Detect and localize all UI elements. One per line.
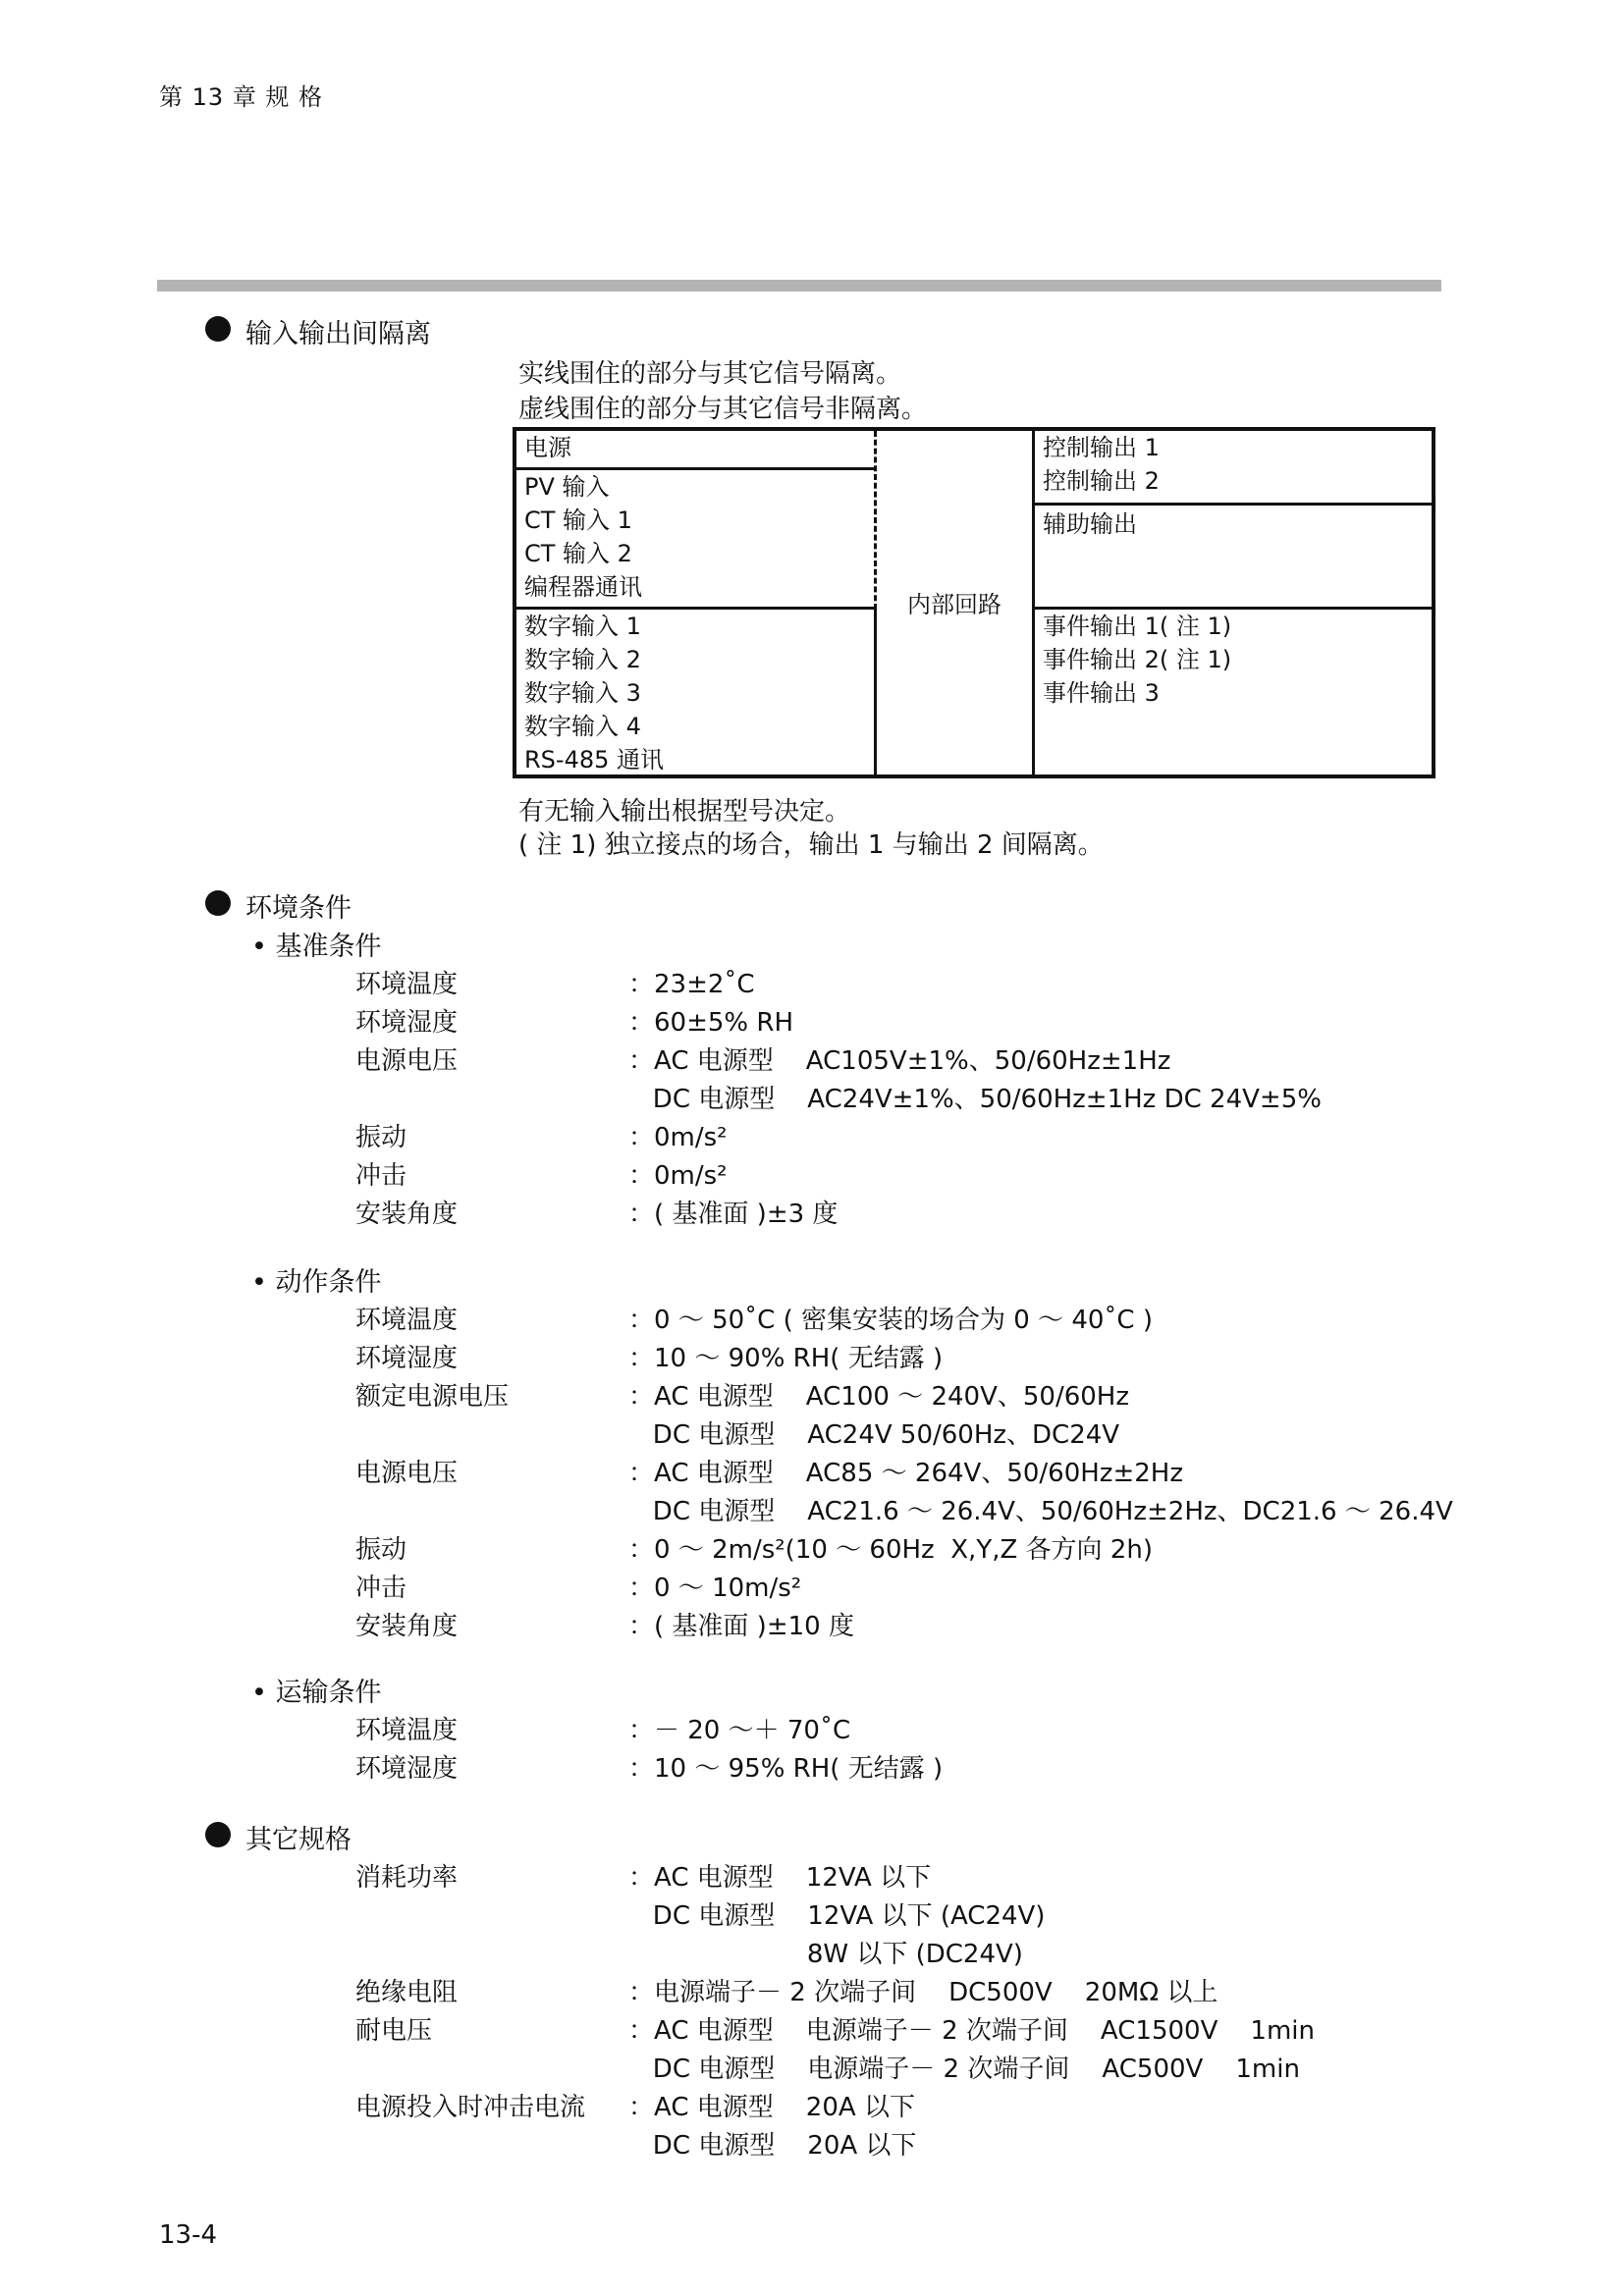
spec-value: ：10 ～ 90% RH( 无结露 ) [628, 1344, 944, 1373]
spec-value: DC 电源型 AC21.6 ～ 26.4V、50/60Hz±2Hz、DC21.6 ～ 26.4V [628, 1497, 1453, 1526]
event-output-item: 事件输出 1( 注 1) [1043, 613, 1232, 640]
spec-label: 电源电压 [355, 1046, 459, 1076]
spec-label: 环境湿度 [355, 1008, 459, 1038]
spec-value: ：23±2˚C [628, 970, 755, 999]
spec-value: ：AC 电源型 AC85 ～ 264V、50/60Hz±2Hz [628, 1459, 1183, 1488]
section-rule [157, 280, 1441, 292]
other-specs-title: 其它规格 [245, 1825, 352, 1855]
spec-value: ：10 ～ 95% RH( 无结露 ) [628, 1754, 944, 1784]
spec-value: ：0 ～ 2m/s²(10 ～ 60Hz X,Y,Z 各方向 2h) [628, 1535, 1153, 1565]
aux-output-label: 辅助输出 [1043, 510, 1137, 538]
event-output-item: 事件输出 2( 注 1) [1043, 646, 1232, 673]
spec-value: ：AC 电源型 AC105V±1%、50/60Hz±1Hz [628, 1046, 1171, 1076]
isolation-note-dashed: 虚线围住的部分与其它信号非隔离。 [518, 395, 928, 424]
input-item: CT 输入 1 [524, 507, 632, 534]
digital-input-block [516, 610, 874, 778]
input-block [516, 470, 874, 610]
spec-value: ：AC 电源型 AC100 ～ 240V、50/60Hz [628, 1382, 1129, 1412]
bullet-icon [205, 1822, 231, 1847]
spec-value: ：( 基准面 )±10 度 [628, 1612, 854, 1641]
spec-value: ：－ 20 ～＋ 70˚C [628, 1716, 851, 1745]
digital-input-item: 数字输入 2 [524, 646, 641, 673]
digital-input-item: 数字输入 3 [524, 679, 641, 707]
spec-value: DC 电源型 20A 以下 [628, 2131, 917, 2161]
spec-label: 电源电压 [355, 1459, 459, 1488]
spec-value: ：0 ～ 50˚C ( 密集安装的场合为 0 ～ 40˚C ) [628, 1306, 1153, 1335]
spec-value: ：0 ～ 10m/s² [628, 1574, 802, 1603]
chapter-header: 第 13 章 规 格 [159, 83, 324, 111]
spec-label: 环境温度 [355, 970, 459, 999]
power-block [516, 431, 874, 470]
spec-value: ：0m/s² [628, 1161, 728, 1191]
internal-circuit [877, 431, 1032, 778]
isolation-footnote: ( 注 1) 独立接点的场合，输出 1 与输出 2 间隔离。 [518, 830, 1104, 860]
control-output-block [1032, 431, 1435, 506]
input-item: CT 输入 2 [524, 540, 632, 567]
spec-value: ：AC 电源型 20A 以下 [628, 2093, 915, 2122]
spec-value: 8W 以下 (DC24V) [628, 1940, 1023, 1969]
input-item: PV 输入 [524, 473, 610, 501]
spec-label: 冲击 [355, 1574, 407, 1603]
spec-label: 安装角度 [355, 1612, 459, 1641]
spec-label: 环境温度 [355, 1716, 459, 1745]
input-item: 编程器通讯 [524, 573, 642, 601]
spec-value: DC 电源型 电源端子－ 2 次端子间 AC500V 1min [628, 2055, 1300, 2084]
page-number: 13-4 [159, 2220, 218, 2250]
spec-label: 冲击 [355, 1161, 407, 1191]
digital-input-item: 数字输入 4 [524, 713, 641, 740]
digital-input-item: RS-485 通讯 [524, 746, 665, 774]
control-output-item: 控制输出 1 [1043, 434, 1160, 461]
isolation-title: 输入输出间隔离 [245, 319, 431, 349]
spec-value: DC 电源型 12VA 以下 (AC24V) [628, 1901, 1046, 1931]
isolation-note-solid: 实线围住的部分与其它信号隔离。 [518, 359, 902, 389]
spec-value: ：60±5% RH [628, 1008, 793, 1038]
spec-value: ：AC 电源型 电源端子－ 2 次端子间 AC1500V 1min [628, 2016, 1316, 2046]
internal-circuit-label: 内部回路 [907, 591, 1001, 618]
power-label: 电源 [524, 434, 571, 461]
event-output-item: 事件输出 3 [1043, 679, 1160, 707]
digital-input-item: 数字输入 1 [524, 613, 641, 640]
reference-conditions-title: • 基准条件 [251, 932, 382, 962]
operating-conditions-title: • 动作条件 [251, 1267, 382, 1298]
isolation-diagram [513, 427, 1435, 778]
spec-value: ：AC 电源型 12VA 以下 [628, 1863, 932, 1893]
spec-label: 绝缘电阻 [355, 1978, 459, 2007]
aux-output-block [1032, 506, 1435, 610]
spec-value: DC 电源型 AC24V±1%、50/60Hz±1Hz DC 24V±5% [628, 1085, 1322, 1114]
spec-value: DC 电源型 AC24V 50/60Hz、DC24V [628, 1420, 1120, 1450]
environment-title: 环境条件 [245, 893, 352, 924]
spec-label: 环境温度 [355, 1306, 459, 1335]
spec-value: ：电源端子－ 2 次端子间 DC500V 20MΩ 以上 [628, 1978, 1218, 2007]
bullet-icon [205, 890, 231, 916]
spec-label: 振动 [355, 1123, 407, 1152]
control-output-item: 控制输出 2 [1043, 467, 1160, 495]
spec-value: ：0m/s² [628, 1123, 728, 1152]
spec-value: ：( 基准面 )±3 度 [628, 1200, 839, 1229]
spec-label: 消耗功率 [355, 1863, 459, 1893]
spec-label: 环境湿度 [355, 1754, 459, 1784]
spec-label: 耐电压 [355, 2016, 433, 2046]
spec-label: 额定电源电压 [355, 1382, 510, 1412]
spec-label: 环境湿度 [355, 1344, 459, 1373]
transport-conditions-title: • 运输条件 [251, 1678, 382, 1708]
event-output-block [1032, 610, 1435, 778]
spec-label: 安装角度 [355, 1200, 459, 1229]
bullet-icon [205, 316, 231, 342]
spec-label: 振动 [355, 1535, 407, 1565]
spec-label: 电源投入时冲击电流 [355, 2093, 586, 2122]
isolation-after-note: 有无输入输出根据型号决定。 [518, 797, 851, 827]
